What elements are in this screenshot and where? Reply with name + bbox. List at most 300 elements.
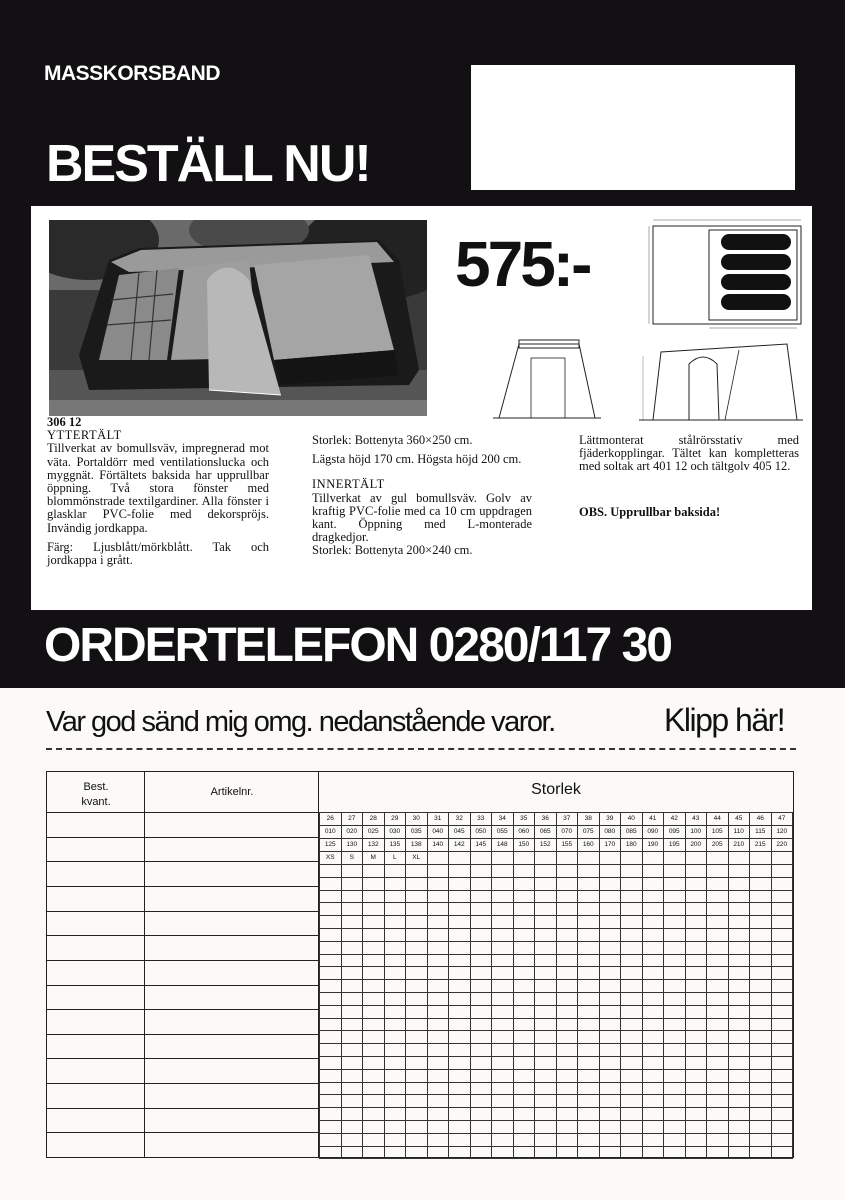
size-cell[interactable] — [492, 877, 514, 890]
size-cell[interactable] — [664, 992, 686, 1005]
size-cell[interactable] — [707, 1133, 729, 1146]
size-cell[interactable] — [771, 1146, 793, 1159]
size-cell[interactable] — [685, 852, 707, 865]
size-cell[interactable] — [685, 1095, 707, 1108]
size-cell[interactable] — [341, 916, 363, 929]
size-cell[interactable] — [384, 980, 406, 993]
size-cell[interactable] — [750, 852, 772, 865]
size-cell[interactable] — [578, 1082, 600, 1095]
size-cell[interactable] — [621, 1120, 643, 1133]
size-cell[interactable] — [535, 967, 557, 980]
size-cell[interactable] — [578, 852, 600, 865]
size-cell[interactable]: 060 — [513, 826, 535, 839]
size-cell[interactable] — [556, 954, 578, 967]
size-cell[interactable] — [707, 992, 729, 1005]
size-cell[interactable] — [578, 916, 600, 929]
size-cell[interactable] — [363, 980, 385, 993]
size-cell[interactable]: 105 — [707, 826, 729, 839]
size-cell[interactable] — [492, 1120, 514, 1133]
size-cell[interactable] — [449, 890, 471, 903]
size-cell[interactable] — [578, 1146, 600, 1159]
size-cell[interactable] — [535, 1108, 557, 1121]
size-cell[interactable] — [728, 1082, 750, 1095]
size-cell[interactable] — [535, 852, 557, 865]
size-cell[interactable] — [513, 865, 535, 878]
size-cell[interactable] — [664, 1018, 686, 1031]
size-cell[interactable] — [578, 903, 600, 916]
size-cell[interactable] — [664, 1031, 686, 1044]
size-cell[interactable] — [578, 865, 600, 878]
size-cell[interactable] — [621, 1095, 643, 1108]
size-cell[interactable] — [470, 865, 492, 878]
size-cell[interactable] — [320, 877, 342, 890]
size-cell[interactable]: 33 — [470, 813, 492, 826]
size-cell[interactable] — [427, 1133, 449, 1146]
size-cell[interactable] — [728, 1056, 750, 1069]
size-cell[interactable] — [685, 928, 707, 941]
size-cell[interactable] — [363, 1018, 385, 1031]
size-cell[interactable]: 28 — [363, 813, 385, 826]
size-cell[interactable]: 040 — [427, 826, 449, 839]
size-cell[interactable] — [728, 992, 750, 1005]
size-cell[interactable] — [556, 967, 578, 980]
size-cell[interactable] — [642, 967, 664, 980]
size-cell[interactable] — [642, 1069, 664, 1082]
size-cell[interactable] — [320, 1056, 342, 1069]
size-cell[interactable] — [685, 1069, 707, 1082]
size-cell[interactable] — [384, 1133, 406, 1146]
size-cell[interactable] — [664, 1005, 686, 1018]
size-cell[interactable] — [449, 1031, 471, 1044]
size-cell[interactable] — [470, 992, 492, 1005]
size-cell[interactable] — [599, 1133, 621, 1146]
size-cell[interactable] — [707, 1146, 729, 1159]
size-cell[interactable] — [771, 980, 793, 993]
size-cell[interactable] — [556, 980, 578, 993]
size-cell[interactable] — [406, 1018, 428, 1031]
size-cell[interactable] — [599, 1005, 621, 1018]
size-cell[interactable] — [320, 1120, 342, 1133]
size-cell[interactable] — [470, 877, 492, 890]
size-cell[interactable] — [621, 1005, 643, 1018]
size-cell[interactable] — [470, 852, 492, 865]
size-cell[interactable] — [599, 1044, 621, 1057]
size-cell[interactable] — [363, 1146, 385, 1159]
size-cell[interactable] — [685, 1005, 707, 1018]
size-cell[interactable] — [599, 967, 621, 980]
size-cell[interactable] — [642, 980, 664, 993]
size-cell[interactable] — [363, 1108, 385, 1121]
size-cell[interactable] — [556, 865, 578, 878]
size-cell[interactable] — [513, 1031, 535, 1044]
size-cell[interactable] — [728, 852, 750, 865]
size-cell[interactable] — [470, 903, 492, 916]
size-cell[interactable] — [556, 903, 578, 916]
size-cell[interactable] — [470, 1133, 492, 1146]
size-cell[interactable] — [449, 1056, 471, 1069]
size-cell[interactable] — [341, 1095, 363, 1108]
size-cell[interactable] — [685, 1120, 707, 1133]
size-cell[interactable]: 138 — [406, 839, 428, 852]
size-cell[interactable]: 132 — [363, 839, 385, 852]
size-cell[interactable] — [513, 1146, 535, 1159]
size-cell[interactable] — [621, 1044, 643, 1057]
size-cell[interactable] — [535, 992, 557, 1005]
size-cell[interactable] — [427, 890, 449, 903]
size-cell[interactable]: 055 — [492, 826, 514, 839]
size-cell[interactable] — [642, 1120, 664, 1133]
size-cell[interactable] — [621, 967, 643, 980]
size-cell[interactable]: 080 — [599, 826, 621, 839]
size-cell[interactable] — [492, 865, 514, 878]
size-cell[interactable] — [427, 980, 449, 993]
size-cell[interactable] — [384, 941, 406, 954]
size-cell[interactable] — [642, 1133, 664, 1146]
size-cell[interactable] — [406, 1095, 428, 1108]
size-cell[interactable] — [492, 1095, 514, 1108]
size-cell[interactable] — [621, 1108, 643, 1121]
size-cell[interactable] — [384, 1005, 406, 1018]
size-cell[interactable] — [363, 954, 385, 967]
size-cell[interactable] — [449, 967, 471, 980]
size-cell[interactable]: 26 — [320, 813, 342, 826]
size-cell[interactable] — [470, 1005, 492, 1018]
size-cell[interactable] — [427, 1005, 449, 1018]
size-cell[interactable] — [513, 1120, 535, 1133]
size-cell[interactable] — [728, 1005, 750, 1018]
size-cell[interactable]: 43 — [685, 813, 707, 826]
size-cell[interactable] — [578, 890, 600, 903]
size-cell[interactable] — [535, 1082, 557, 1095]
size-cell[interactable] — [707, 941, 729, 954]
size-cell[interactable] — [513, 1108, 535, 1121]
size-cell[interactable] — [578, 954, 600, 967]
size-cell[interactable] — [449, 1146, 471, 1159]
size-cell[interactable] — [599, 954, 621, 967]
size-cell[interactable] — [535, 1005, 557, 1018]
size-cell[interactable] — [384, 877, 406, 890]
size-cell[interactable] — [685, 1018, 707, 1031]
size-cell[interactable] — [449, 852, 471, 865]
size-cell[interactable]: XL — [406, 852, 428, 865]
size-cell[interactable] — [470, 967, 492, 980]
size-cell[interactable] — [406, 992, 428, 1005]
size-cell[interactable] — [406, 941, 428, 954]
size-cell[interactable]: 41 — [642, 813, 664, 826]
size-cell[interactable] — [449, 1120, 471, 1133]
size-cell[interactable] — [492, 992, 514, 1005]
size-cell[interactable]: 32 — [449, 813, 471, 826]
size-cell[interactable] — [556, 916, 578, 929]
size-cell[interactable] — [341, 1069, 363, 1082]
size-cell[interactable] — [599, 877, 621, 890]
size-cell[interactable] — [685, 1056, 707, 1069]
size-cell[interactable]: 120 — [771, 826, 793, 839]
size-cell[interactable] — [406, 1108, 428, 1121]
size-cell[interactable]: 075 — [578, 826, 600, 839]
size-cell[interactable] — [449, 877, 471, 890]
size-cell[interactable] — [750, 992, 772, 1005]
size-cell[interactable] — [664, 903, 686, 916]
size-cell[interactable] — [406, 980, 428, 993]
size-cell[interactable] — [341, 954, 363, 967]
size-cell[interactable] — [707, 1082, 729, 1095]
size-cell[interactable] — [406, 1005, 428, 1018]
size-cell[interactable] — [664, 954, 686, 967]
size-cell[interactable] — [556, 1031, 578, 1044]
size-cell[interactable] — [513, 1133, 535, 1146]
size-cell[interactable] — [685, 1133, 707, 1146]
size-cell[interactable] — [642, 954, 664, 967]
size-cell[interactable] — [341, 967, 363, 980]
size-cell[interactable] — [664, 928, 686, 941]
size-cell[interactable] — [406, 954, 428, 967]
size-cell[interactable] — [341, 1082, 363, 1095]
size-cell[interactable] — [556, 1082, 578, 1095]
size-cell[interactable] — [320, 916, 342, 929]
size-cell[interactable]: 070 — [556, 826, 578, 839]
size-cell[interactable] — [728, 1095, 750, 1108]
size-cell[interactable] — [685, 1082, 707, 1095]
size-cell[interactable] — [685, 1031, 707, 1044]
size-cell[interactable] — [707, 928, 729, 941]
size-cell[interactable] — [513, 992, 535, 1005]
size-cell[interactable] — [556, 1056, 578, 1069]
size-cell[interactable] — [599, 1031, 621, 1044]
size-cell[interactable] — [771, 852, 793, 865]
size-cell[interactable]: 36 — [535, 813, 557, 826]
size-cell[interactable] — [513, 954, 535, 967]
size-cell[interactable] — [556, 877, 578, 890]
size-cell[interactable] — [535, 954, 557, 967]
size-cell[interactable] — [664, 1095, 686, 1108]
size-cell[interactable] — [771, 1095, 793, 1108]
size-cell[interactable]: 145 — [470, 839, 492, 852]
size-cell[interactable] — [427, 928, 449, 941]
size-cell[interactable] — [449, 941, 471, 954]
size-cell[interactable] — [449, 903, 471, 916]
size-cell[interactable] — [492, 1082, 514, 1095]
size-cell[interactable] — [384, 1044, 406, 1057]
size-cell[interactable] — [599, 865, 621, 878]
size-cell[interactable] — [363, 1133, 385, 1146]
size-cell[interactable] — [341, 941, 363, 954]
size-cell[interactable] — [341, 1056, 363, 1069]
size-cell[interactable] — [449, 992, 471, 1005]
size-cell[interactable] — [320, 1146, 342, 1159]
size-cell[interactable] — [578, 1018, 600, 1031]
size-cell[interactable]: 190 — [642, 839, 664, 852]
size-cell[interactable] — [750, 954, 772, 967]
size-cell[interactable] — [621, 916, 643, 929]
size-cell[interactable] — [771, 890, 793, 903]
size-cell[interactable] — [384, 865, 406, 878]
size-cell[interactable] — [384, 903, 406, 916]
size-cell[interactable]: 31 — [427, 813, 449, 826]
size-cell[interactable] — [384, 954, 406, 967]
size-cell[interactable] — [728, 1044, 750, 1057]
size-cell[interactable] — [427, 852, 449, 865]
size-cell[interactable] — [341, 865, 363, 878]
size-cell[interactable] — [685, 992, 707, 1005]
size-cell[interactable] — [406, 916, 428, 929]
size-cell[interactable] — [621, 1056, 643, 1069]
size-cell[interactable] — [664, 1044, 686, 1057]
size-cell[interactable] — [664, 1108, 686, 1121]
size-cell[interactable] — [621, 1082, 643, 1095]
size-cell[interactable]: 39 — [599, 813, 621, 826]
size-cell[interactable] — [470, 1082, 492, 1095]
size-cell[interactable] — [728, 1031, 750, 1044]
size-cell[interactable] — [750, 916, 772, 929]
size-cell[interactable] — [513, 1018, 535, 1031]
size-cell[interactable]: 215 — [750, 839, 772, 852]
size-cell[interactable] — [621, 877, 643, 890]
size-cell[interactable] — [750, 877, 772, 890]
size-cell[interactable] — [728, 928, 750, 941]
size-cell[interactable] — [750, 1082, 772, 1095]
size-cell[interactable] — [384, 967, 406, 980]
size-cell[interactable] — [449, 916, 471, 929]
size-cell[interactable] — [771, 916, 793, 929]
size-cell[interactable] — [707, 903, 729, 916]
size-cell[interactable] — [642, 1095, 664, 1108]
size-cell[interactable] — [728, 916, 750, 929]
size-cell[interactable]: 030 — [384, 826, 406, 839]
size-cell[interactable]: 140 — [427, 839, 449, 852]
size-cell[interactable] — [535, 916, 557, 929]
size-cell[interactable] — [642, 903, 664, 916]
size-cell[interactable] — [642, 890, 664, 903]
size-cell[interactable] — [427, 903, 449, 916]
size-cell[interactable] — [750, 967, 772, 980]
size-cell[interactable] — [384, 1031, 406, 1044]
size-cell[interactable] — [642, 1082, 664, 1095]
size-cell[interactable] — [750, 1031, 772, 1044]
size-cell[interactable]: 050 — [470, 826, 492, 839]
size-cell[interactable] — [556, 992, 578, 1005]
size-cell[interactable] — [513, 1095, 535, 1108]
size-cell[interactable] — [685, 1146, 707, 1159]
size-cell[interactable] — [449, 1133, 471, 1146]
size-cell[interactable] — [320, 1044, 342, 1057]
size-cell[interactable]: 210 — [728, 839, 750, 852]
size-cell[interactable] — [599, 1069, 621, 1082]
size-cell[interactable] — [750, 1146, 772, 1159]
size-cell[interactable] — [664, 941, 686, 954]
size-cell[interactable] — [685, 980, 707, 993]
size-cell[interactable] — [427, 865, 449, 878]
size-cell[interactable] — [621, 954, 643, 967]
size-cell[interactable] — [363, 992, 385, 1005]
size-cell[interactable] — [513, 941, 535, 954]
size-cell[interactable] — [492, 967, 514, 980]
size-cell[interactable] — [470, 1146, 492, 1159]
size-cell[interactable] — [492, 1108, 514, 1121]
size-cell[interactable] — [535, 928, 557, 941]
size-cell[interactable] — [664, 1056, 686, 1069]
size-cell[interactable] — [513, 890, 535, 903]
size-cell[interactable]: 135 — [384, 839, 406, 852]
size-cell[interactable]: 045 — [449, 826, 471, 839]
size-cell[interactable] — [578, 1120, 600, 1133]
size-cell[interactable] — [556, 941, 578, 954]
size-cell[interactable] — [492, 1133, 514, 1146]
size-cell[interactable] — [535, 877, 557, 890]
size-cell[interactable]: 125 — [320, 839, 342, 852]
size-cell[interactable] — [771, 1082, 793, 1095]
size-cell[interactable] — [320, 1005, 342, 1018]
size-cell[interactable]: 095 — [664, 826, 686, 839]
size-cell[interactable] — [513, 1044, 535, 1057]
size-cell[interactable] — [642, 1146, 664, 1159]
size-cell[interactable] — [384, 928, 406, 941]
size-cell[interactable] — [427, 1018, 449, 1031]
size-cell[interactable] — [470, 1120, 492, 1133]
size-cell[interactable] — [771, 1044, 793, 1057]
size-cell[interactable] — [535, 903, 557, 916]
size-cell[interactable] — [535, 1056, 557, 1069]
size-cell[interactable] — [599, 992, 621, 1005]
size-cell[interactable] — [599, 980, 621, 993]
size-cell[interactable] — [707, 1044, 729, 1057]
size-cell[interactable] — [707, 954, 729, 967]
size-cell[interactable] — [750, 890, 772, 903]
size-cell[interactable] — [427, 1095, 449, 1108]
size-cell[interactable] — [384, 1095, 406, 1108]
size-cell[interactable]: 200 — [685, 839, 707, 852]
size-cell[interactable] — [535, 1095, 557, 1108]
size-cell[interactable] — [449, 1069, 471, 1082]
size-cell[interactable] — [728, 967, 750, 980]
size-cell[interactable] — [664, 1082, 686, 1095]
size-cell[interactable] — [771, 941, 793, 954]
size-cell[interactable] — [427, 1082, 449, 1095]
size-cell[interactable] — [535, 1133, 557, 1146]
size-cell[interactable] — [664, 852, 686, 865]
size-cell[interactable] — [513, 1005, 535, 1018]
size-cell[interactable] — [363, 1005, 385, 1018]
size-cell[interactable] — [728, 890, 750, 903]
size-cell[interactable] — [470, 1056, 492, 1069]
size-cell[interactable] — [535, 1146, 557, 1159]
size-cell[interactable]: 020 — [341, 826, 363, 839]
size-cell[interactable] — [427, 1056, 449, 1069]
size-cell[interactable] — [556, 1018, 578, 1031]
size-cell[interactable] — [470, 928, 492, 941]
size-cell[interactable] — [341, 1120, 363, 1133]
size-cell[interactable] — [341, 992, 363, 1005]
size-cell[interactable]: 205 — [707, 839, 729, 852]
size-cell[interactable] — [771, 1108, 793, 1121]
size-cell[interactable] — [363, 1069, 385, 1082]
size-cell[interactable] — [320, 865, 342, 878]
size-cell[interactable] — [621, 1146, 643, 1159]
size-cell[interactable] — [771, 903, 793, 916]
size-cell[interactable] — [427, 1146, 449, 1159]
size-cell[interactable] — [427, 1031, 449, 1044]
size-cell[interactable] — [771, 1018, 793, 1031]
size-cell[interactable] — [685, 903, 707, 916]
size-cell[interactable]: L — [384, 852, 406, 865]
size-cell[interactable] — [621, 852, 643, 865]
size-cell[interactable] — [341, 1005, 363, 1018]
size-cell[interactable]: 37 — [556, 813, 578, 826]
size-cell[interactable] — [363, 1044, 385, 1057]
size-cell[interactable] — [578, 1108, 600, 1121]
size-cell[interactable] — [320, 941, 342, 954]
size-cell[interactable]: 110 — [728, 826, 750, 839]
